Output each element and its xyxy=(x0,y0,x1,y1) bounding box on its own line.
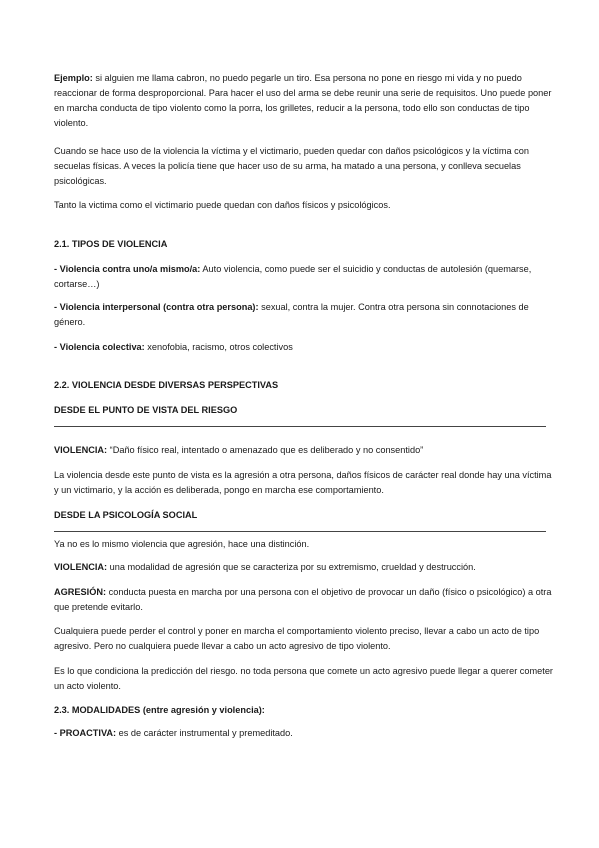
example-paragraph xyxy=(54,71,554,131)
paragraph-distinction: Ya no es lo mismo violencia que agresión, hace una distinción. xyxy=(54,539,310,549)
list-item xyxy=(54,300,554,330)
list-item xyxy=(54,262,554,292)
paragraph-prediction: Es lo que condiciona la predicción del riesgo. no toda persona que comete un acto agresivo puede llegar a querer cometer un acto violento. xyxy=(54,666,553,691)
list-item-text: Auto violencia, como puede ser el suicidio y conductas de autolesión (quemarse, cortarse…) xyxy=(54,264,532,289)
heading-psicologia-social: DESDE LA PSICOLOGÍA SOCIAL xyxy=(54,510,198,520)
agresion-definition xyxy=(54,585,554,615)
list-item-text: es de carácter instrumental y premeditado. xyxy=(116,728,293,738)
heading-modalidades: 2.3. MODALIDADES (entre agresión y violencia): xyxy=(54,705,265,715)
heading-divider xyxy=(54,531,546,532)
definition-label: VIOLENCIA: xyxy=(54,445,108,455)
paragraph-violence-use: Cuando se hace uso de la violencia la víctima y el victimario, pueden quedar con daños psicológicos y la víctima con secuelas físicas. A veces la policía tiene que hacer uso de su arma, ha matado a una persona, y conlleva secuelas psicológicas. xyxy=(54,146,529,186)
paragraph-victim-victimizer: Tanto la victima como el victimario puede quedan con daños físicos y psicológicos. xyxy=(54,200,391,210)
violencia-social-definition xyxy=(54,560,554,575)
list-item-label: - Violencia interpersonal (contra otra persona): xyxy=(54,302,259,312)
heading-tipos-violencia: 2.1. TIPOS DE VIOLENCIA xyxy=(54,239,168,249)
heading-riesgo: DESDE EL PUNTO DE VISTA DEL RIESGO xyxy=(54,405,238,415)
list-item xyxy=(54,726,554,741)
list-item-label: - PROACTIVA: xyxy=(54,728,117,738)
paragraph-control: Cualquiera puede perder el control y poner en marcha el comportamiento violento preciso, llevar a cabo un acto de tipo agresivo. Pero no cualquiera puede llevar a cabo un acto agresivo de tipo violento. xyxy=(54,626,540,651)
definition-text: conducta puesta en marcha por una persona con el objetivo de provocar un daño (físico o psicológico) a otra que pretende evitarlo. xyxy=(54,587,552,612)
definition-text: “Daño físico real, intentado o amenazado que es deliberado y no consentido” xyxy=(107,445,424,455)
list-item-text: sexual, contra la mujer. Contra otra persona sin connotaciones de género. xyxy=(54,302,529,327)
definition-label: VIOLENCIA: xyxy=(54,562,108,572)
list-item-label: - Violencia colectiva: xyxy=(54,342,145,352)
list-item-label: - Violencia contra uno/a mismo/a: xyxy=(54,264,201,274)
example-text: si alguien me llama cabron, no puedo pegarle un tiro. Esa persona no pone en riesgo mi vida y no puedo reaccionar de forma desproporcional. Para hacer el uso del arma se debe reunir una serie de requisitos. Uno puede poner en marcha conducta de tipo violento como la porra, los grilletes, reducir a la persona, todo ello son conductas de tipo violento. xyxy=(54,73,552,128)
list-item-text: xenofobia, racismo, otros colectivos xyxy=(144,342,293,352)
list-item xyxy=(54,340,554,355)
violencia-definition xyxy=(54,443,554,458)
heading-divider xyxy=(54,426,546,427)
example-label: Ejemplo: xyxy=(54,73,93,83)
definition-text: una modalidad de agresión que se caracteriza por su extremismo, crueldad y destrucción. xyxy=(107,562,476,572)
paragraph-risk: La violencia desde este punto de vista es la agresión a otra persona, daños físicos de carácter real donde hay una víctima y un victimario, y la acción es deliberada, pongo en marcha ese comportamiento. xyxy=(54,470,552,495)
definition-label: AGRESIÓN: xyxy=(54,587,107,597)
heading-perspectivas: 2.2. VIOLENCIA DESDE DIVERSAS PERSPECTIVAS xyxy=(54,380,279,390)
